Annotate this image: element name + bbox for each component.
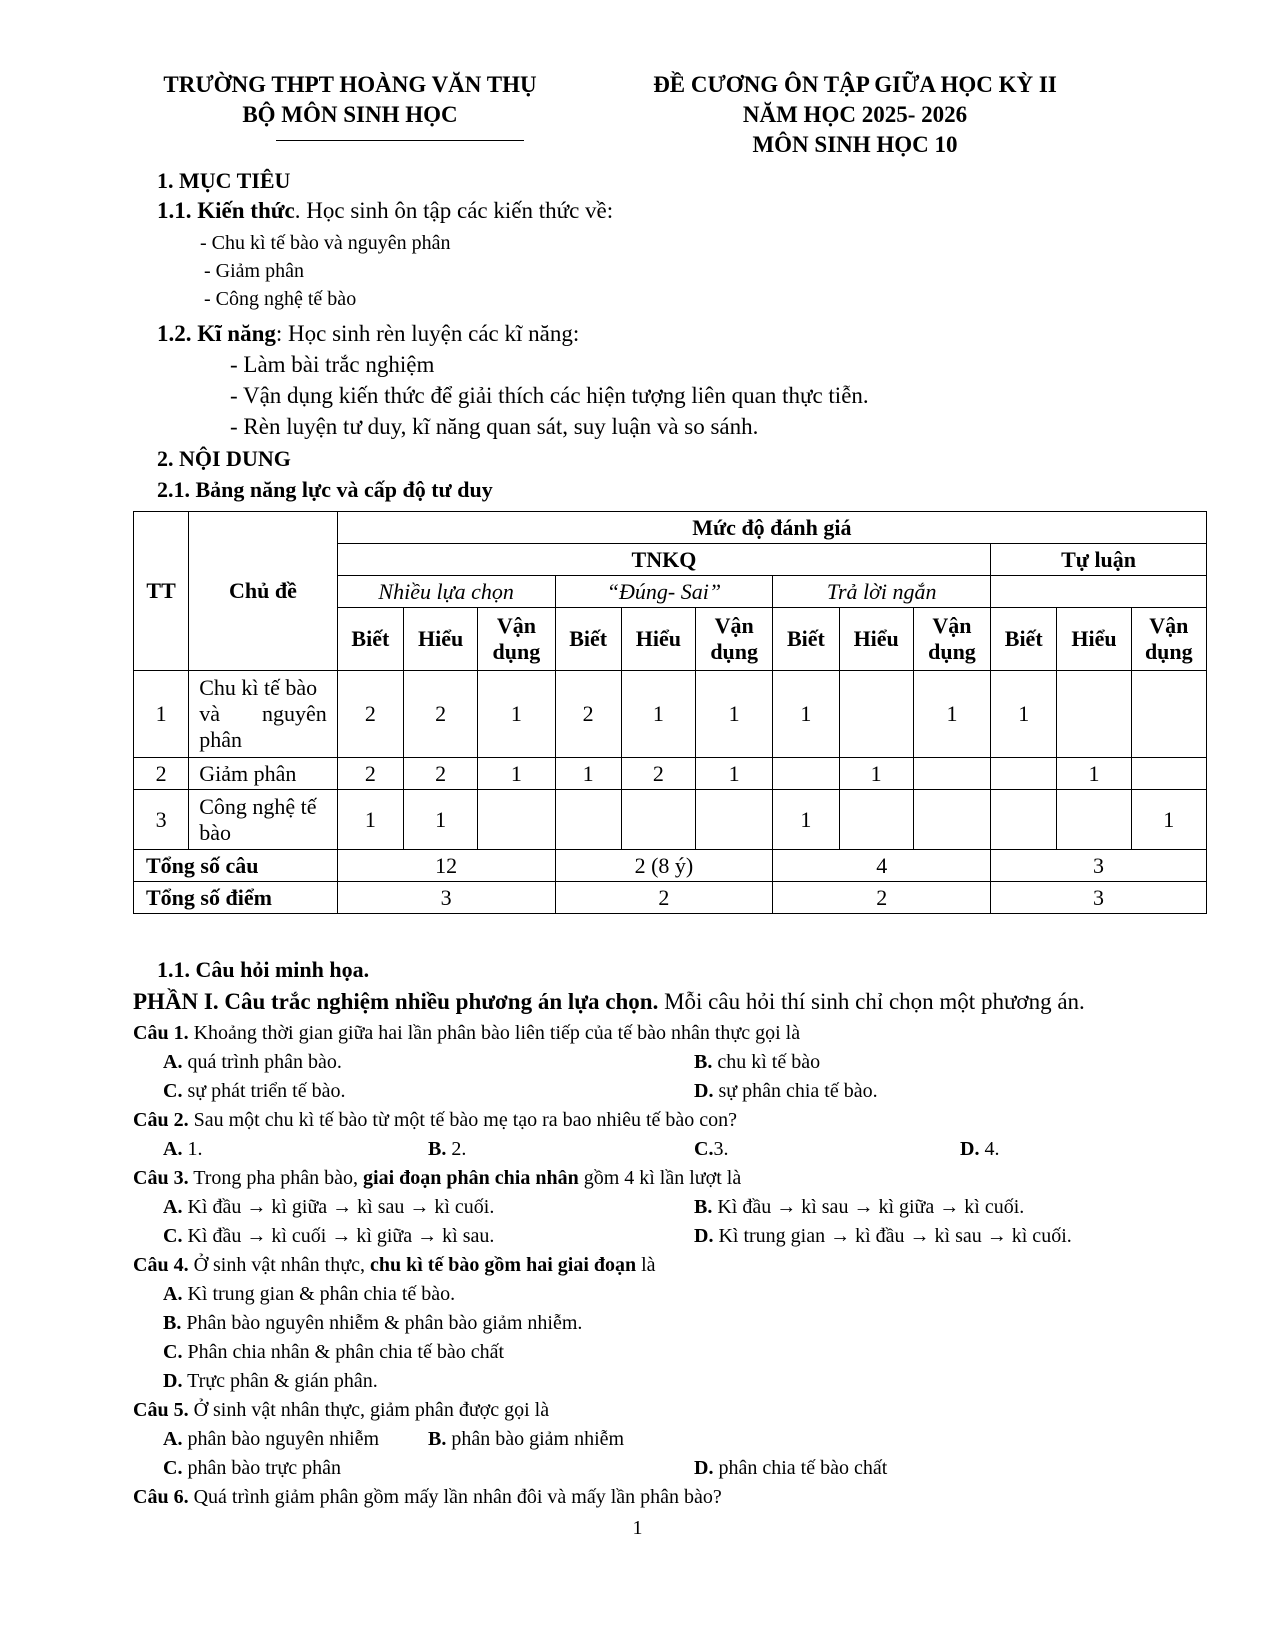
document-title: ĐỀ CƯƠNG ÔN TẬP GIỮA HỌC KỲ II (653, 72, 1057, 97)
question-emphasis: giai đoạn phân chia nhân (363, 1167, 579, 1189)
total-cell: 3 (991, 850, 1207, 882)
table-cell (1057, 790, 1131, 850)
department-name: BỘ MÔN SINH HỌC (242, 102, 458, 127)
table-cell: 2 (621, 758, 695, 790)
knowledge-item: - Giảm phân (204, 260, 304, 282)
table-cell: 1 (403, 790, 477, 850)
option-d: D. phân chia tế bào chất (694, 1457, 888, 1479)
table-cell: 1 (337, 790, 403, 850)
total-cell: 2 (555, 882, 773, 914)
essay-subheader (991, 576, 1207, 608)
table-cell (991, 758, 1057, 790)
question-number: Câu 3. (133, 1167, 189, 1189)
header-row (134, 512, 1207, 544)
total-cell: 3 (991, 882, 1207, 914)
question-4 (133, 1254, 656, 1277)
total-cell: 12 (337, 850, 555, 882)
skills-text: : Học sinh rèn luyện các kĩ năng: (275, 321, 580, 346)
table-cell (991, 790, 1057, 850)
level-apply: Vận dụng (913, 608, 990, 671)
school-year: NĂM HỌC 2025- 2026 (742, 102, 968, 127)
question-number: Câu 6. (133, 1486, 189, 1508)
table-cell: 1 (991, 671, 1057, 758)
level-know: Biết (555, 608, 621, 671)
question-number: Câu 1. (133, 1022, 189, 1044)
row-topic: Giảm phân (189, 758, 338, 790)
table-cell: 1 (555, 758, 621, 790)
option-c: C. Kì đầu → kì cuối → kì giữa → kì sau. (163, 1225, 495, 1247)
question-text: Ở sinh vật nhân thực, giảm phân được gọi là (188, 1399, 550, 1421)
option-b: B. Phân bào nguyên nhiễm & phân bào giảm nhiễm. (163, 1312, 583, 1334)
question-text: Trong pha phân bào, (188, 1167, 364, 1189)
option-d: D. Trực phân & gián phân. (163, 1370, 378, 1392)
total-questions-row (134, 850, 1207, 882)
total-points-label: Tổng số điểm (134, 882, 338, 914)
table-cell (839, 790, 913, 850)
table-cell: 1 (696, 758, 773, 790)
question-text: Khoảng thời gian giữa hai lần phân bào liên tiếp của tế bào nhân thực gọi là (188, 1022, 801, 1044)
table-cell (1057, 671, 1131, 758)
table-cell: 2 (337, 671, 403, 758)
level-understand: Hiểu (1057, 608, 1131, 671)
knowledge-label: Kiến thức (197, 198, 295, 223)
option-d: D. sự phân chia tế bào. (694, 1080, 878, 1102)
table-row (134, 758, 1207, 790)
row-number: 2 (134, 758, 189, 790)
knowledge-item: - Chu kì tế bào và nguyên phân (200, 232, 451, 254)
option-a: A. 1. (163, 1138, 203, 1160)
header-underline (276, 140, 524, 141)
competency-matrix-table (133, 511, 1207, 914)
true-false-header: “Đúng- Sai” (555, 576, 773, 608)
option-b: B. 2. (428, 1138, 467, 1160)
topic-header: Chủ đề (189, 512, 338, 671)
part1-instruction: Mỗi câu hỏi thí sinh chỉ chọn một phương án. (658, 989, 1085, 1014)
table-cell: 1 (1057, 758, 1131, 790)
knowledge-num: 1.1. (157, 198, 192, 223)
total-cell: 2 (8 ý) (555, 850, 773, 882)
level-understand: Hiểu (839, 608, 913, 671)
table-cell: 1 (773, 671, 839, 758)
page-number: 1 (632, 1517, 643, 1539)
table-cell: 1 (621, 671, 695, 758)
row-number: 3 (134, 790, 189, 850)
option-c: C.3. (694, 1138, 729, 1160)
table-cell: 2 (403, 758, 477, 790)
tnkq-header: TNKQ (337, 544, 990, 576)
table-row (134, 790, 1207, 850)
level-apply: Vận dụng (1131, 608, 1206, 671)
total-cell: 3 (337, 882, 555, 914)
table-cell (1131, 758, 1206, 790)
option-b: B. chu kì tế bào (694, 1051, 821, 1073)
table-cell: 1 (773, 790, 839, 850)
table-cell: 1 (913, 671, 990, 758)
option-a: A. Kì đầu → kì giữa → kì sau → kì cuối. (163, 1196, 495, 1218)
table-row (134, 671, 1207, 758)
table-cell: 1 (478, 758, 555, 790)
question-number: Câu 4. (133, 1254, 189, 1276)
table-cell: 2 (337, 758, 403, 790)
table-cell: 1 (839, 758, 913, 790)
table-cell (555, 790, 621, 850)
school-name: TRƯỜNG THPT HOÀNG VĂN THỤ (163, 72, 537, 97)
multiple-choice-header: Nhiều lựa chọn (337, 576, 555, 608)
question-text: Sau một chu kì tế bào từ một tế bào mẹ tạo ra bao nhiêu tế bào con? (188, 1109, 738, 1131)
level-understand: Hiểu (621, 608, 695, 671)
knowledge-line (157, 198, 613, 224)
table-cell: 1 (1131, 790, 1206, 850)
table-cell (839, 671, 913, 758)
question-2 (133, 1109, 737, 1132)
short-answer-header: Trả lời ngắn (773, 576, 991, 608)
subject-title: MÔN SINH HỌC 10 (752, 132, 958, 157)
skills-item: - Làm bài trắc nghiệm (230, 352, 435, 377)
total-cell: 2 (773, 882, 991, 914)
table-heading: 2.1. Bảng năng lực và cấp độ tư duy (157, 477, 493, 502)
table-cell (773, 758, 839, 790)
table-cell (478, 790, 555, 850)
table-cell (696, 790, 773, 850)
question-3 (133, 1167, 741, 1190)
level-know: Biết (773, 608, 839, 671)
total-points-row (134, 882, 1207, 914)
level-understand: Hiểu (403, 608, 477, 671)
part1-heading (133, 989, 1085, 1015)
evaluation-header: Mức độ đánh giá (337, 512, 1206, 544)
level-know: Biết (337, 608, 403, 671)
tt-header: TT (134, 512, 189, 671)
question-number: Câu 2. (133, 1109, 189, 1131)
row-topic: Chu kì tế bào và nguyên phân (189, 671, 338, 758)
skills-num: 1.2. (157, 321, 192, 346)
question-emphasis: chu kì tế bào gồm hai giai đoạn (369, 1254, 637, 1276)
sample-heading: 1.1. Câu hỏi minh họa. (157, 957, 370, 982)
question-text: là (636, 1254, 656, 1276)
option-c: C. Phân chia nhân & phân chia tế bào chất (163, 1341, 505, 1363)
table-cell (913, 758, 990, 790)
question-1 (133, 1022, 800, 1045)
skills-item: - Rèn luyện tư duy, kĩ năng quan sát, suy luận và so sánh. (230, 414, 759, 439)
row-topic: Công nghệ tế bào (189, 790, 338, 850)
knowledge-text: . Học sinh ôn tập các kiến thức về: (294, 198, 614, 223)
table-cell: 1 (478, 671, 555, 758)
question-text: gồm 4 kì lần lượt là (578, 1167, 742, 1189)
question-6 (133, 1486, 722, 1509)
skills-label: Kĩ năng (197, 321, 276, 346)
content-heading: 2. NỘI DUNG (157, 446, 291, 471)
option-a: A. quá trình phân bào. (163, 1051, 342, 1073)
question-text: Quá trình giảm phân gồm mấy lần nhân đôi và mấy lần phân bào? (188, 1486, 722, 1508)
table-cell: 2 (555, 671, 621, 758)
level-apply: Vận dụng (478, 608, 555, 671)
option-b: B. phân bào giảm nhiễm (428, 1428, 625, 1450)
option-a: A. Kì trung gian & phân chia tế bào. (163, 1283, 456, 1305)
option-a: A. phân bào nguyên nhiễm (163, 1428, 380, 1450)
part1-title: PHẦN I. Câu trắc nghiệm nhiều phương án lựa chọn. (133, 989, 659, 1014)
row-number: 1 (134, 671, 189, 758)
question-5 (133, 1399, 549, 1422)
skills-item: - Vận dụng kiến thức để giải thích các hiện tượng liên quan thực tiễn. (230, 383, 869, 408)
option-c: C. sự phát triển tế bào. (163, 1080, 346, 1102)
table-cell: 1 (696, 671, 773, 758)
table-cell (913, 790, 990, 850)
objectives-heading: 1. MỤC TIÊU (157, 168, 291, 193)
option-d: D. 4. (960, 1138, 1000, 1160)
essay-header: Tự luận (991, 544, 1207, 576)
level-apply: Vận dụng (696, 608, 773, 671)
option-b: B. Kì đầu → kì sau → kì giữa → kì cuối. (694, 1196, 1025, 1218)
table-cell (621, 790, 695, 850)
table-cell: 2 (403, 671, 477, 758)
knowledge-item: - Công nghệ tế bào (204, 288, 357, 310)
total-cell: 4 (773, 850, 991, 882)
total-questions-label: Tổng số câu (134, 850, 338, 882)
skills-line (157, 321, 579, 347)
table-cell (1131, 671, 1206, 758)
question-number: Câu 5. (133, 1399, 189, 1421)
question-text: Ở sinh vật nhân thực, (188, 1254, 370, 1276)
option-c: C. phân bào trực phân (163, 1457, 342, 1479)
option-d: D. Kì trung gian → kì đầu → kì sau → kì cuối. (694, 1225, 1072, 1247)
level-know: Biết (991, 608, 1057, 671)
